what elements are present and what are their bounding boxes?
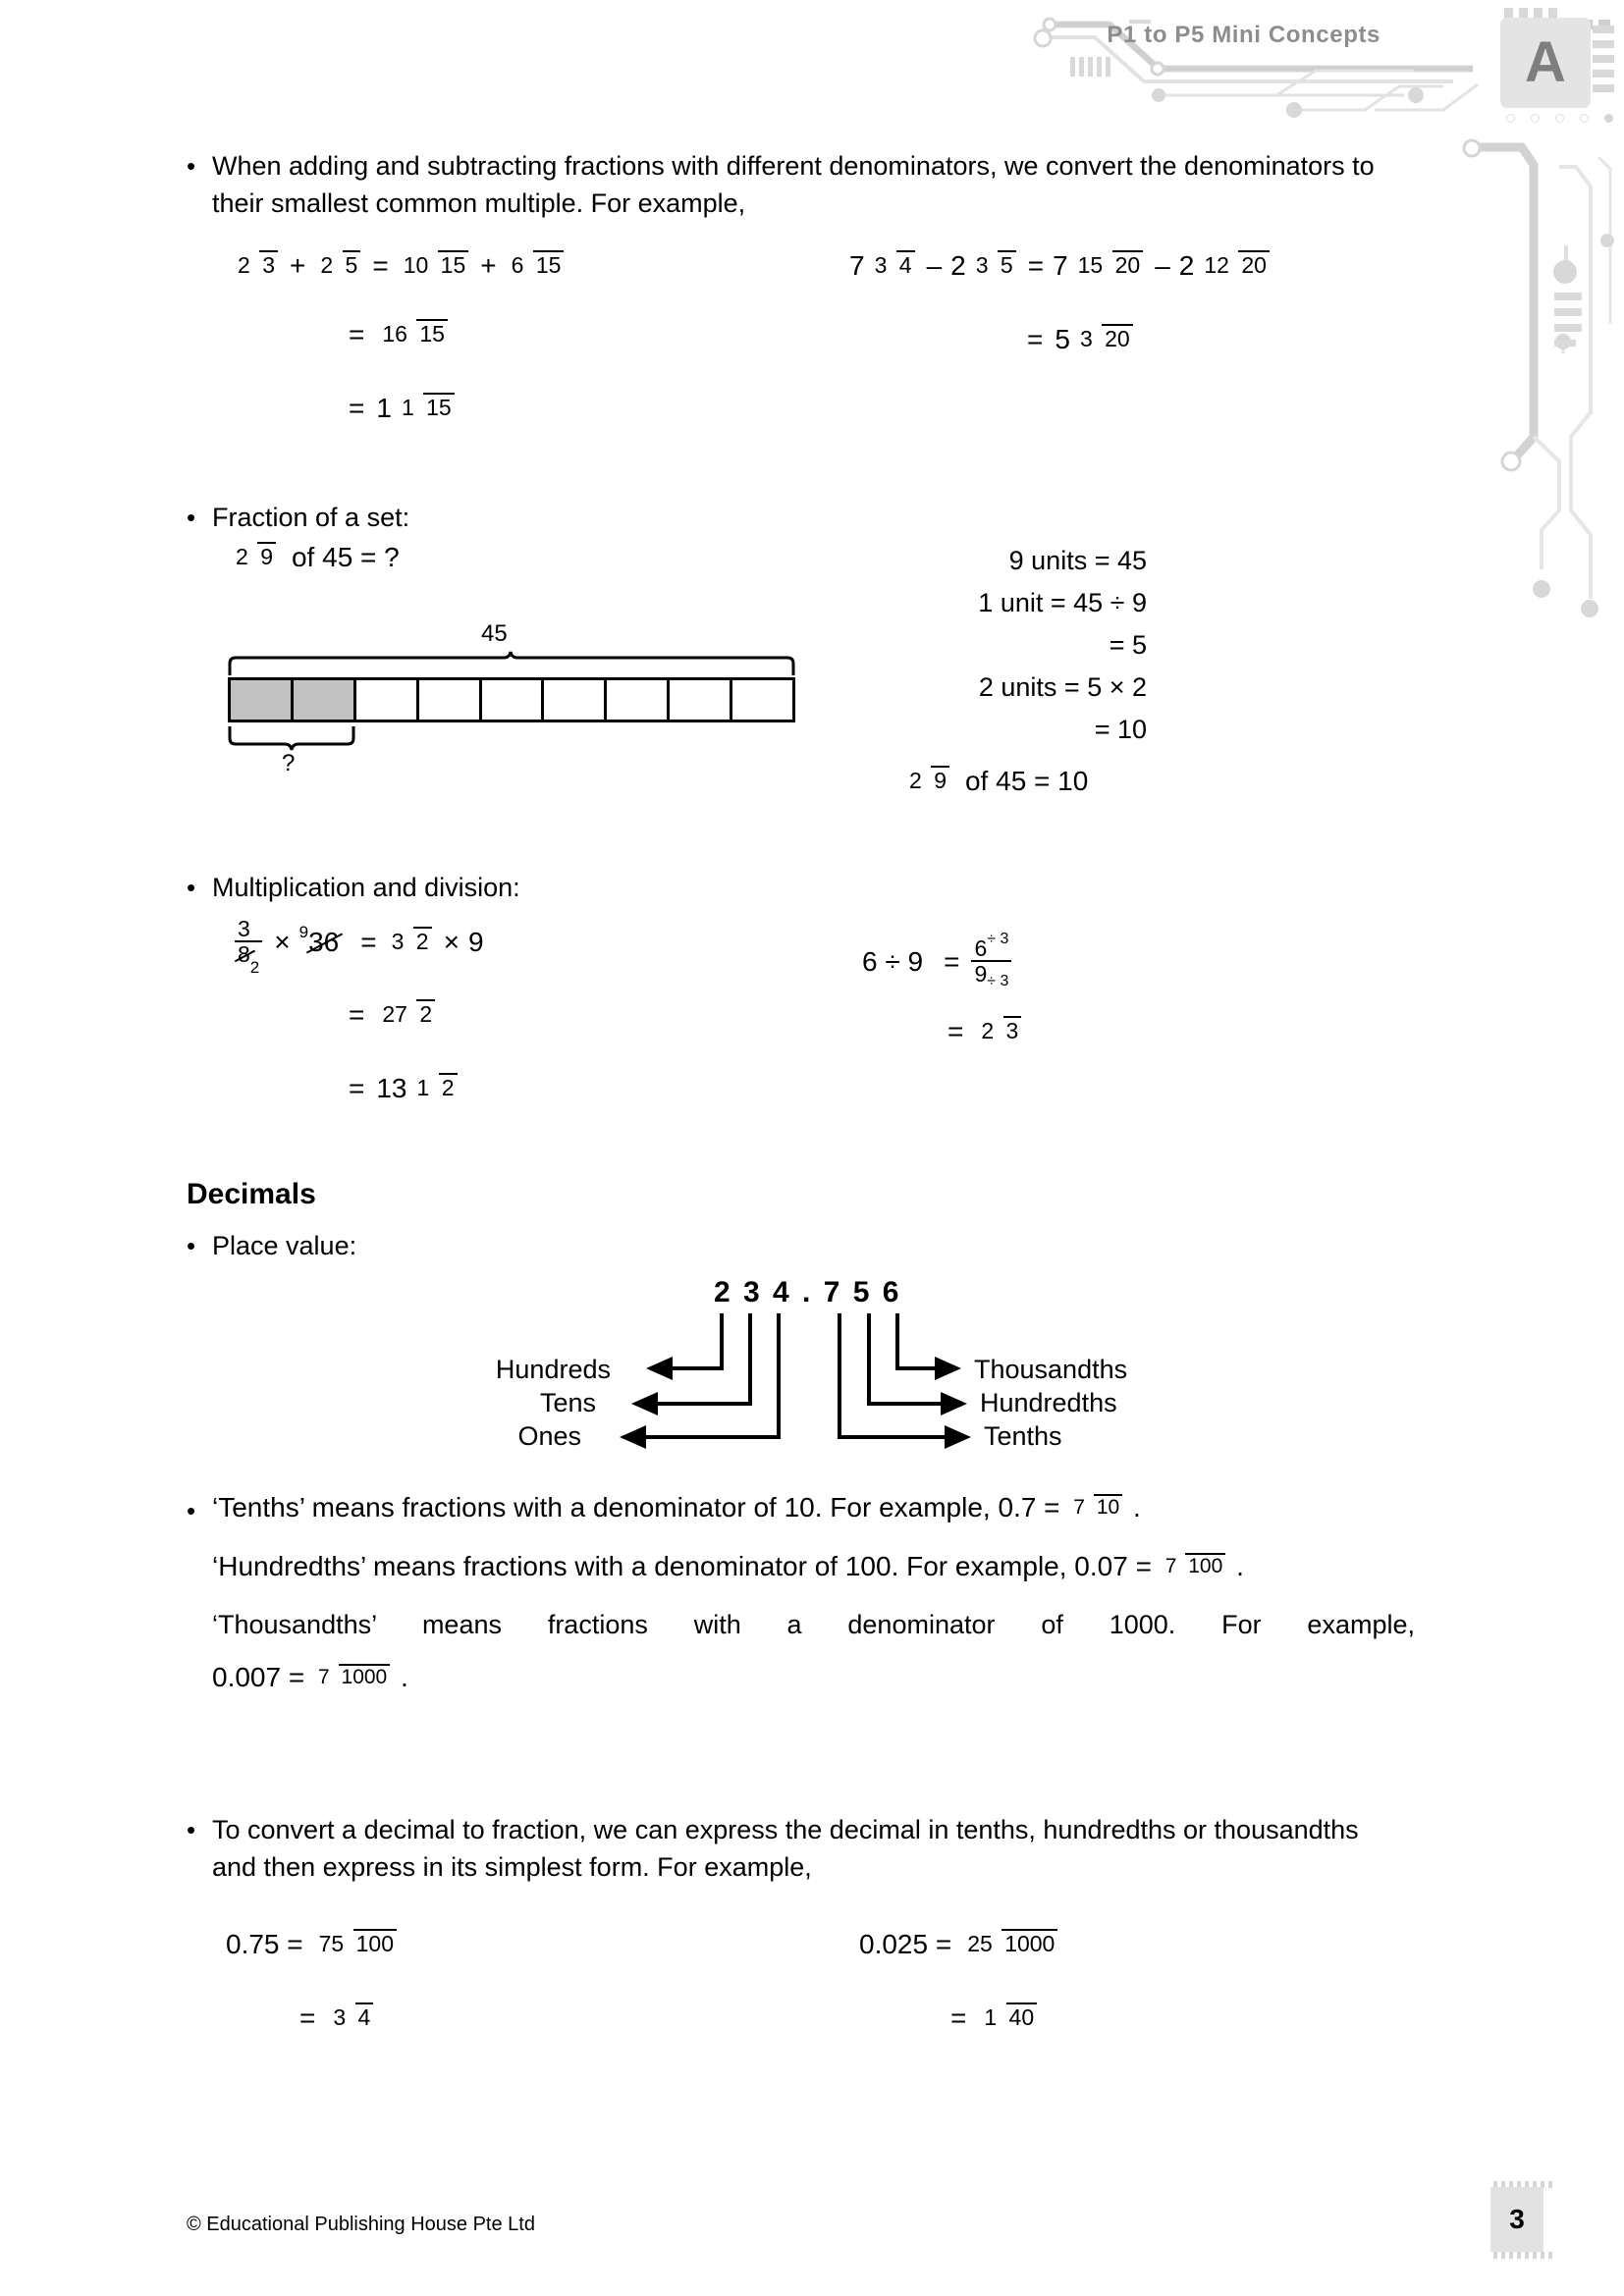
fraction: 3 5 <box>973 253 1016 277</box>
period: . <box>1132 1492 1141 1522</box>
meanings-block <box>212 1492 1420 1693</box>
chip-logo <box>1500 18 1591 108</box>
thousandths-example <box>212 1662 1420 1693</box>
place-label-hundredths: Hundredths <box>980 1388 1117 1417</box>
conclusion-text: of 45 = 10 <box>964 766 1089 796</box>
bullet-text: Fraction of a set: <box>212 503 410 532</box>
thousandths-definition: ‘Thousandths’ means fractions with a denominator of 1000. For example, <box>212 1610 1415 1639</box>
header-title: P1 to P5 Mini Concepts <box>1107 22 1380 48</box>
bar-cell <box>356 680 419 720</box>
bullet-icon: • <box>187 1815 196 1844</box>
fraction: 12 20 <box>1201 253 1270 277</box>
equals-sign: = <box>299 2002 316 2033</box>
divide-annotation: ÷ 3 <box>987 972 1009 989</box>
fraction-with-cancellation: 3 8 2 <box>235 917 262 967</box>
bar-part-brace <box>228 724 365 754</box>
fraction: 1 15 <box>399 396 455 419</box>
equals-sign: = <box>950 2002 967 2033</box>
fraction-addition-step3 <box>349 393 458 424</box>
math-line <box>849 250 1272 282</box>
math-line <box>859 1929 1060 1960</box>
mixed-subtraction-example <box>849 250 1272 282</box>
working-line: 1 unit = 45 ÷ 9 <box>978 588 1147 617</box>
fraction-addition-example <box>232 250 567 282</box>
math-line <box>950 2002 1040 2034</box>
place-value-number: 2 3 4 . 7 5 6 <box>714 1276 901 1308</box>
example-lhs: 0.007 = <box>212 1662 305 1692</box>
math-line <box>1027 324 1136 355</box>
bar-cell <box>607 680 670 720</box>
page-number-box <box>1490 2187 1543 2252</box>
fraction: 3 2 <box>389 930 432 953</box>
fraction: 2 9 <box>233 545 276 568</box>
bar-cell <box>732 680 792 720</box>
fraction: 7 100 <box>1163 1556 1226 1577</box>
math-line <box>903 766 1088 797</box>
math-line <box>349 393 458 424</box>
fraction: 2 3 <box>235 253 278 277</box>
working-line: = 10 <box>1094 715 1147 744</box>
whole-number: 13 <box>376 1073 407 1103</box>
whole-number: 7 <box>1053 250 1068 281</box>
fraction: 2 5 <box>317 253 360 277</box>
definition-text: ‘Tenths’ means fractions with a denominator of 10. For example, 0.7 = <box>212 1492 1060 1522</box>
bullet-icon: • <box>187 503 196 532</box>
operator-plus: + <box>289 250 306 281</box>
equals-sign: = <box>372 250 389 281</box>
fraction: 25 1000 <box>964 1932 1057 1955</box>
multiplication-step2 <box>349 999 438 1031</box>
place-value-diagram <box>495 1276 1335 1472</box>
bullet-multiplication-division <box>187 869 874 906</box>
operator-times: × <box>443 927 460 958</box>
question-text: of 45 = ? <box>291 542 400 572</box>
operator-plus: + <box>480 250 497 281</box>
operator-minus: – <box>926 250 943 281</box>
bar-cell <box>419 680 482 720</box>
bullet-decimal-to-fraction <box>187 1811 1409 1887</box>
bullet-text: To convert a decimal to fraction, we can express the decimal in tenths, hundredths or thousandths and then express in its simplest form. For example, <box>212 1815 1359 1883</box>
cancelled-whole-number: 36 <box>308 927 340 958</box>
operator-minus: – <box>1155 250 1170 281</box>
division-example <box>862 931 1014 989</box>
whole-number: 2 <box>950 250 966 281</box>
bullet-fraction-of-set <box>187 499 874 536</box>
cancelled-denominator: 8 <box>238 941 250 968</box>
multiplication-example <box>232 916 484 977</box>
place-label-hundreds: Hundreds <box>495 1355 611 1384</box>
equals-sign: = <box>349 319 365 349</box>
fraction: 3 4 <box>330 2005 373 2029</box>
math-line <box>349 319 451 350</box>
bar-cell-shaded <box>294 680 356 720</box>
fraction-with-annotation: 6 ÷ 3 9 ÷ 3 <box>971 936 1011 987</box>
bar-top-brace <box>228 650 807 679</box>
fraction: 27 2 <box>379 1002 435 1026</box>
whole-number: 5 <box>1055 324 1070 354</box>
division-step2 <box>947 1016 1024 1047</box>
bullet-icon: • <box>187 151 196 181</box>
math-line <box>226 1929 400 1960</box>
divide-annotation: ÷ 3 <box>987 931 1009 947</box>
equals-sign: = <box>360 927 377 958</box>
bar-cell <box>670 680 732 720</box>
fraction: 10 15 <box>401 253 469 277</box>
equals-sign: = <box>349 999 365 1030</box>
fraction: 16 15 <box>379 322 448 346</box>
hundredths-definition <box>212 1551 1420 1610</box>
fraction: 7 10 <box>1070 1497 1122 1519</box>
operator-times: × <box>274 927 291 958</box>
division-lhs: 6 ÷ 9 <box>862 946 924 978</box>
tenths-definition <box>212 1492 1420 1551</box>
bar-cell <box>544 680 607 720</box>
equals-sign: = <box>944 946 960 978</box>
footer-copyright: © Educational Publishing House Pte Ltd <box>187 2214 535 2235</box>
place-value-connectors <box>530 1309 1335 1486</box>
math-line <box>862 931 1014 989</box>
place-label-ones: Ones <box>517 1421 581 1451</box>
bar-total-label: 45 <box>481 620 508 647</box>
fraction-of-set-question <box>230 542 400 573</box>
fraction: 7 1000 <box>315 1667 390 1688</box>
bullet-icon: • <box>187 873 196 902</box>
unit-method-working <box>911 548 1147 753</box>
cancel-replacement: 9 <box>298 923 309 942</box>
bullet-text: Multiplication and division: <box>212 873 520 902</box>
section-heading-decimals: Decimals <box>187 1178 316 1210</box>
equals-sign: = <box>349 393 365 423</box>
bar-part-label: ? <box>282 750 296 776</box>
whole-number: 7 <box>849 250 865 281</box>
bullet-icon: • <box>187 1496 196 1525</box>
period: . <box>401 1662 408 1692</box>
decimal-conversion-left <box>226 1929 400 1960</box>
conversion-lhs: 0.75 = <box>226 1929 303 1959</box>
multiplier-value: 9 <box>467 927 484 958</box>
cancel-replacement: 2 <box>249 957 260 977</box>
place-label-tenths: Tenths <box>984 1421 1062 1451</box>
decimal-conversion-left-step2 <box>299 2002 376 2034</box>
fraction: 1 40 <box>981 2005 1037 2029</box>
fraction: 3 4 <box>872 253 915 277</box>
fraction: 75 100 <box>316 1932 397 1955</box>
place-label-tens: Tens <box>539 1388 596 1417</box>
math-line <box>299 2002 376 2034</box>
bullet-place-value <box>187 1227 874 1264</box>
multiplication-step3 <box>349 1073 460 1104</box>
fraction: 2 3 <box>978 1019 1021 1042</box>
whole-number: 2 <box>1178 250 1195 281</box>
math-line <box>230 542 400 573</box>
page-header <box>0 0 1624 147</box>
mixed-subtraction-step2 <box>1027 324 1136 355</box>
bar-cell-shaded <box>231 680 294 720</box>
bullet-place-value-meanings <box>187 1492 1424 1693</box>
fraction-of-set-conclusion <box>903 766 1088 797</box>
working-line: 9 units = 45 <box>1008 546 1147 575</box>
bullet-text: When adding and subtracting fractions with different denominators, we convert the denominators to their smallest common multiple. For example, <box>212 151 1375 219</box>
page-box-pins-bottom <box>1493 2252 1552 2259</box>
chip-holes <box>1506 114 1613 123</box>
fraction: 3 20 <box>1077 327 1133 350</box>
equals-sign: = <box>349 1073 365 1103</box>
bar-cells <box>228 677 795 722</box>
math-line <box>349 1073 460 1104</box>
chip-letter: A <box>1525 30 1566 94</box>
place-label-thousandths: Thousandths <box>974 1355 1128 1384</box>
bullet-adding-subtracting <box>187 147 1404 223</box>
working-line: = 5 <box>1109 630 1147 660</box>
fraction: 15 20 <box>1075 253 1144 277</box>
definition-text: ‘Hundredths’ means fractions with a denominator of 100. For example, 0.07 = <box>212 1551 1152 1581</box>
pin-bar-left <box>1070 57 1110 77</box>
conversion-lhs: 0.025 = <box>859 1929 952 1959</box>
math-line <box>947 1016 1024 1047</box>
chip-pins-side <box>1593 26 1614 92</box>
page-number: 3 <box>1509 2204 1525 2234</box>
fraction: 2 9 <box>906 769 949 792</box>
math-line <box>232 916 484 977</box>
bar-cell <box>482 680 545 720</box>
equals-sign: = <box>1027 250 1045 281</box>
equals-sign: = <box>947 1016 964 1046</box>
math-line <box>232 250 567 282</box>
math-line <box>349 999 438 1031</box>
decimal-conversion-right-step2 <box>950 2002 1040 2034</box>
fraction-addition-step2 <box>349 319 451 350</box>
equals-sign: = <box>1027 324 1044 354</box>
working-line: 2 units = 5 × 2 <box>978 672 1147 702</box>
decimal-conversion-right <box>859 1929 1060 1960</box>
bullet-text: Place value: <box>212 1231 357 1260</box>
fraction: 1 2 <box>414 1076 458 1099</box>
bullet-icon: • <box>187 1231 196 1260</box>
fraction: 6 15 <box>509 253 565 277</box>
period: . <box>1236 1551 1244 1581</box>
whole-number: 1 <box>376 393 392 423</box>
